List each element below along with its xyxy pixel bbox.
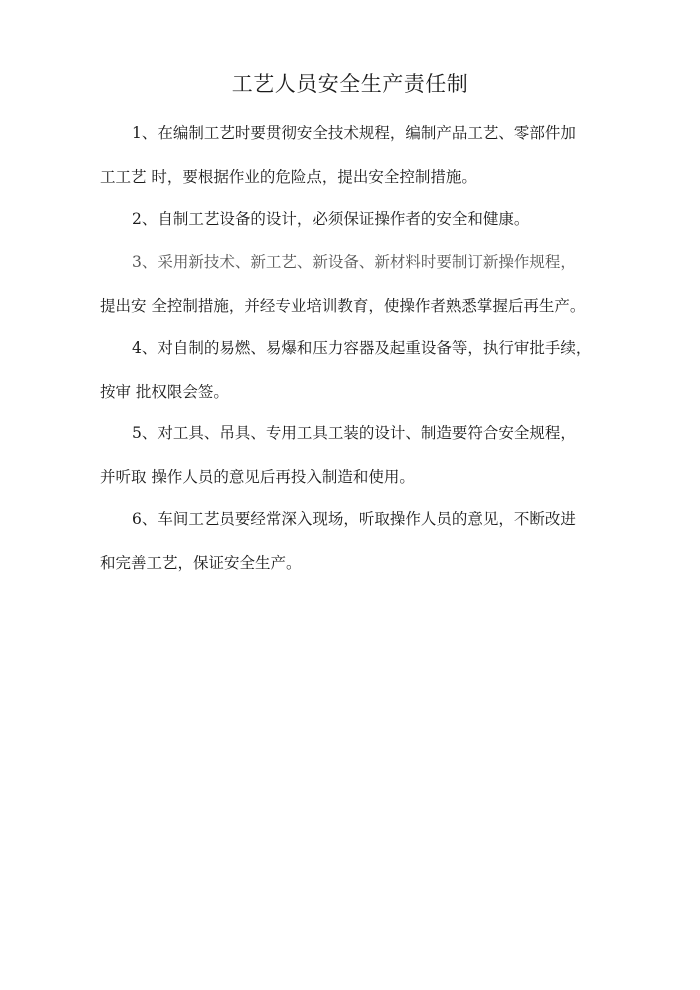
paragraph-1-line-1: 1、在编制工艺时要贯彻安全技术规程，编制产品工艺、零部件加 xyxy=(132,124,576,142)
paragraph-1-line-2: 工工艺 时，要根据作业的危险点，提出安全控制措施。 xyxy=(100,168,477,186)
paragraph-3-line-2: 提出安 全控制措施，并经专业培训教育，使操作者熟悉掌握后再生产。 xyxy=(100,297,586,315)
paragraph-1 xyxy=(100,111,605,199)
paragraph-3-line-1: 3、采用新技术、新工艺、新设备、新材料时要制订新操作规程， xyxy=(132,253,576,271)
paragraph-4-line-2: 按审 批权限会签。 xyxy=(100,383,229,401)
paragraph-6 xyxy=(100,497,605,585)
paragraph-6-line-1: 6、车间工艺员要经常深入现场，听取操作人员的意见，不断改进 xyxy=(132,510,576,528)
paragraph-6-line-2: 和完善工艺，保证安全生产。 xyxy=(100,554,302,572)
paragraph-2-line-1: 2、自制工艺设备的设计，必须保证操作者的安全和健康。 xyxy=(132,210,530,228)
paragraph-3 xyxy=(100,240,605,328)
paragraph-2 xyxy=(100,197,605,241)
paragraph-5-line-2: 并听取 操作人员的意见后再投入制造和使用。 xyxy=(100,468,415,486)
paragraph-5-line-1: 5、对工具、吊具、专用工具工装的设计、制造要符合安全规程， xyxy=(132,424,576,442)
paragraph-4 xyxy=(100,326,605,414)
paragraph-5 xyxy=(100,411,605,499)
document-title: 工艺人员安全生产责任制 xyxy=(231,72,469,96)
paragraph-4-line-1: 4、对自制的易燃、易爆和压力容器及起重设备等，执行审批手续， xyxy=(132,339,592,357)
